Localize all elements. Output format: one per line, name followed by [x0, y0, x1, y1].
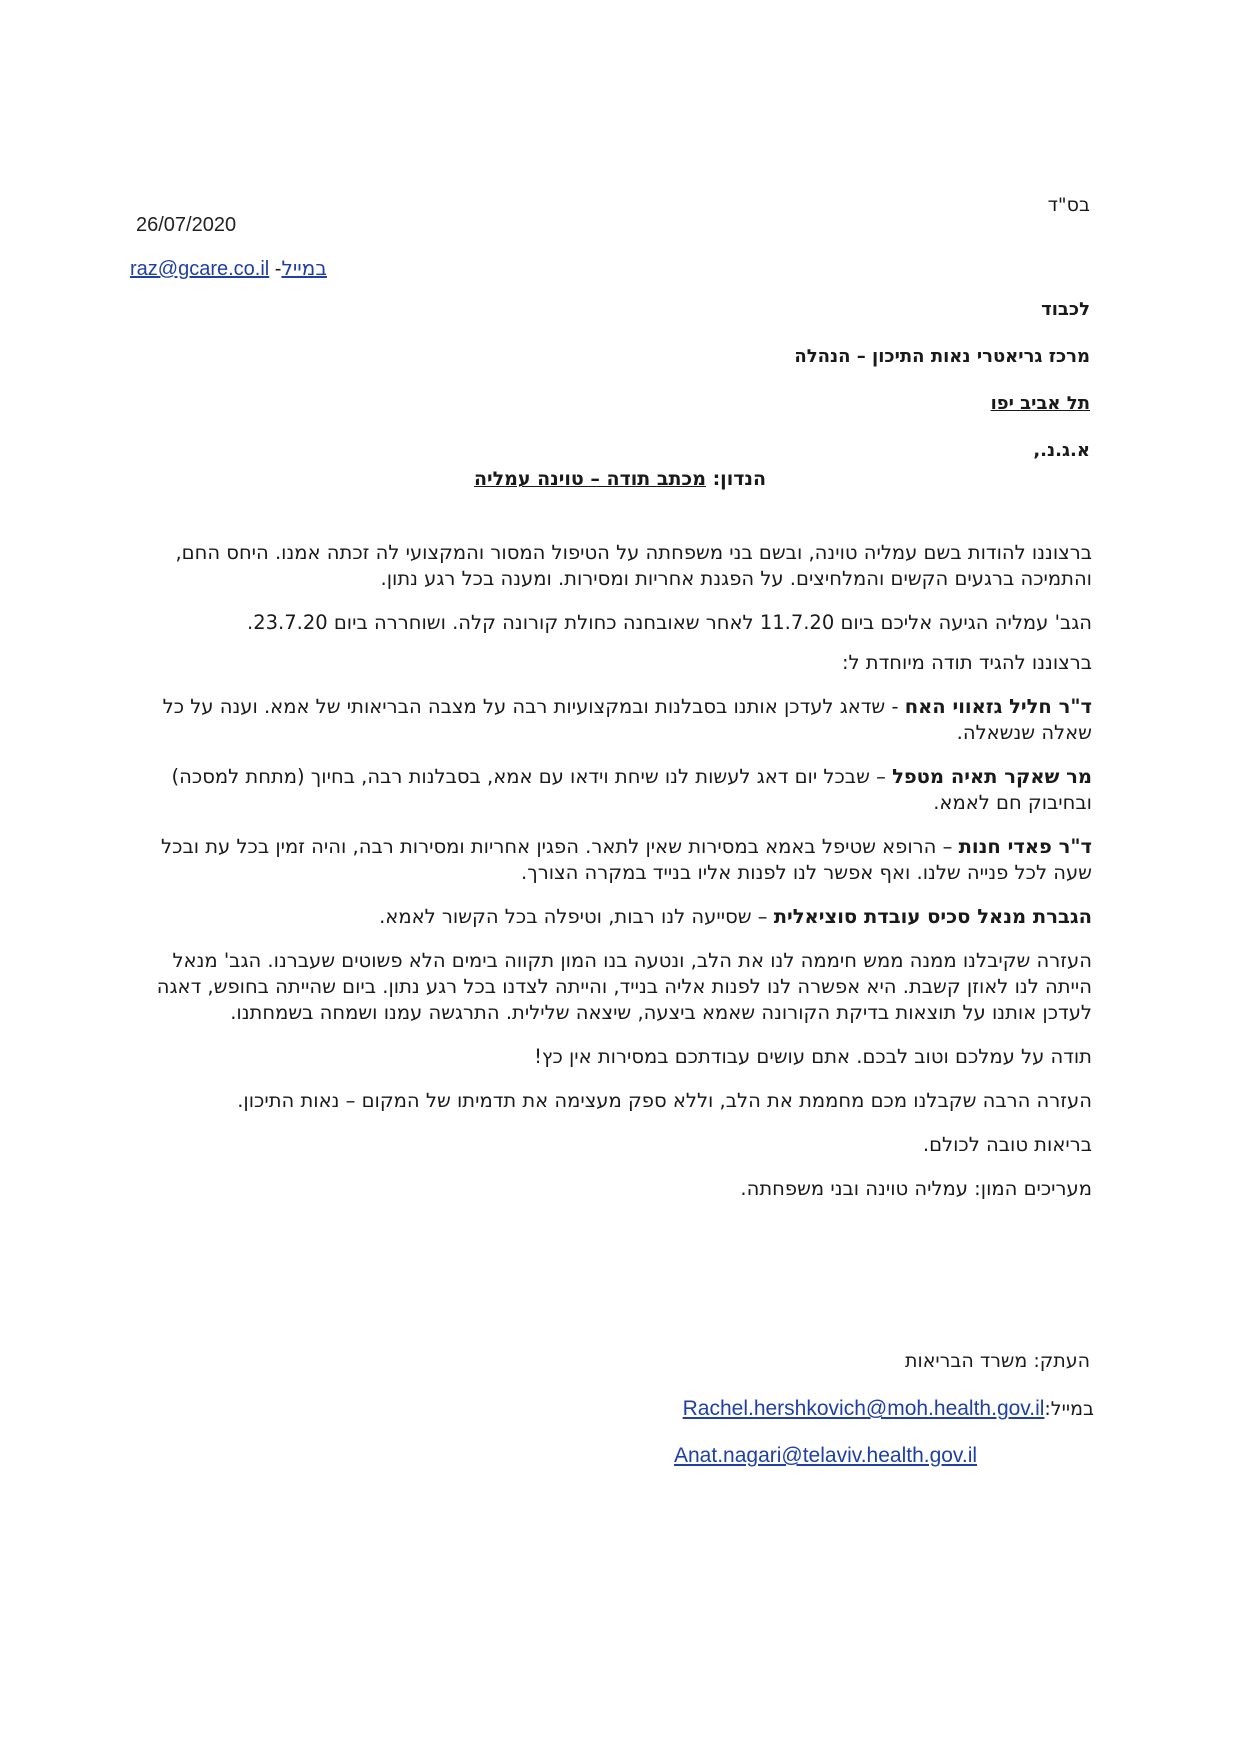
addressee-org: מרכז גריאטרי נאות התיכון – הנהלה — [794, 346, 1090, 367]
paragraph-thanks-intro: ברצוננו להגיד תודה מיוחדת ל: — [841, 651, 1092, 674]
doctor-khalil-name: ד"ר חליל גזאווי האח — [904, 695, 1092, 718]
doctor-fadi-name: ד"ר פאדי חנות — [958, 835, 1092, 858]
recipient-email-line — [130, 256, 327, 281]
letter-body — [132, 540, 1092, 1220]
subject-line — [0, 468, 1240, 490]
email-separator: - — [269, 258, 282, 280]
recipient-email-link[interactable]: raz@gcare.co.il — [130, 258, 270, 280]
caregiver-shaker-name: מר שאקר תאיה מטפל — [892, 765, 1092, 788]
cc-email-link-2[interactable]: Anat.nagari@telaviv.health.gov.il — [674, 1444, 978, 1467]
paragraph-caregiver-shaker — [132, 764, 1092, 816]
bsd-mark: בס"ד — [1047, 194, 1090, 216]
social-worker-text: – שסייעה לנו רבות, וטיפלה בכל הקשור לאמא. — [379, 905, 774, 928]
paragraph-admission: הגב' עמליה הגיעה אליכם ביום 11.7.20 לאחר שאובחנה כחולת קורונה קלה. ושוחררה ביום 23.7.20. — [247, 611, 1092, 634]
paragraph-intro: ברצוננו להודות בשם עמליה טוינה, ובשם בני משפחתה על הטיפול המסור והמקצועי לה זכתה אמנו. היחס החם, והתמיכה ברגעים הקשים והמלחיצים. על הפגנת אחריות ומסירות. ומענה בכל רגע נתון. — [175, 541, 1092, 590]
paragraph-doctor-khalil — [132, 694, 1092, 746]
doctor-khalil-text: - שדאג לעדכן אותנו בסבלנות ובמקצועיות רבה על מצבה הבריאותי של אמא. וענה על כל שאלה שנשאלה. — [162, 695, 1092, 744]
cc-line: העתק: משרד הבריאות — [905, 1350, 1090, 1372]
letter-date: 26/07/2020 — [136, 214, 237, 236]
doctor-fadi-text: – הרופא שטיפל באמא במסירות שאין לתאר. הפגין אחריות ומסירות רבה, והיה זמין בכל עת ובכל שעה לכל פנייה שלנו. ואף אפשר לנו לפנות אליו בנייד במקרה הצורך. — [161, 835, 1092, 884]
paragraph-wishes: בריאות טובה לכולם. — [922, 1133, 1092, 1156]
paragraph-reputation: העזרה הרבה שקבלנו מכם מחממת את הלב, וללא ספק מעצימה את תדמיתו של המקום – נאות התיכון. — [237, 1089, 1092, 1112]
addressee-greeting: א.ג.נ., — [1033, 440, 1090, 461]
social-worker-name: הגברת מנאל סכיס עובדת סוציאלית — [773, 905, 1092, 928]
paragraph-help: העזרה שקיבלנו ממנה ממש חיממה לנו את הלב, ונטעה בנו המון תקווה בימים הלא פשוטים שעברנו. הגב' מנאל הייתה לנו לאוזן קשבת. היא אפשרה לנו לפנות אליה בנייד, והייתה לצדנו בכל רגע נתון. ביום שהייתה בחופש, דאגה לעדכן אותנו על תוצאות בדיקת הקורונה שאמא ביצעה, שיצאה שלילית. התרגשה עמנו ושמחה בשמחתנו. — [156, 949, 1092, 1024]
cc-mail-line — [394, 1397, 1094, 1421]
addressee-block — [290, 286, 1090, 474]
email-label: במייל — [281, 256, 327, 280]
paragraph-gratitude: תודה על עמלכם וטוב לבכם. אתם עושים עבודתכם במסירות אין כץ! — [534, 1045, 1092, 1068]
addressee-to: לכבוד — [1041, 299, 1090, 320]
subject-text: מכתב תודה – טוינה עמליה — [473, 468, 706, 490]
subject-label: הנדון: — [705, 468, 767, 490]
cc-mail-label: במייל: — [1044, 1398, 1094, 1420]
paragraph-signature: מעריכים המון: עמליה טוינה ובני משפחתה. — [740, 1177, 1092, 1200]
cc-email-link-1[interactable]: Rachel.hershkovich@moh.health.gov.il — [682, 1397, 1045, 1420]
caregiver-shaker-text: – שבכל יום דאג לעשות לנו שיחת וידאו עם אמא, בסבלנות רבה, בחיוך (מתחת למסכה) ובחיבוק חם לאמא. — [171, 765, 1092, 814]
addressee-city: תל אביב יפו — [990, 393, 1090, 414]
paragraph-social-worker — [132, 904, 1092, 930]
paragraph-doctor-fadi — [132, 834, 1092, 886]
